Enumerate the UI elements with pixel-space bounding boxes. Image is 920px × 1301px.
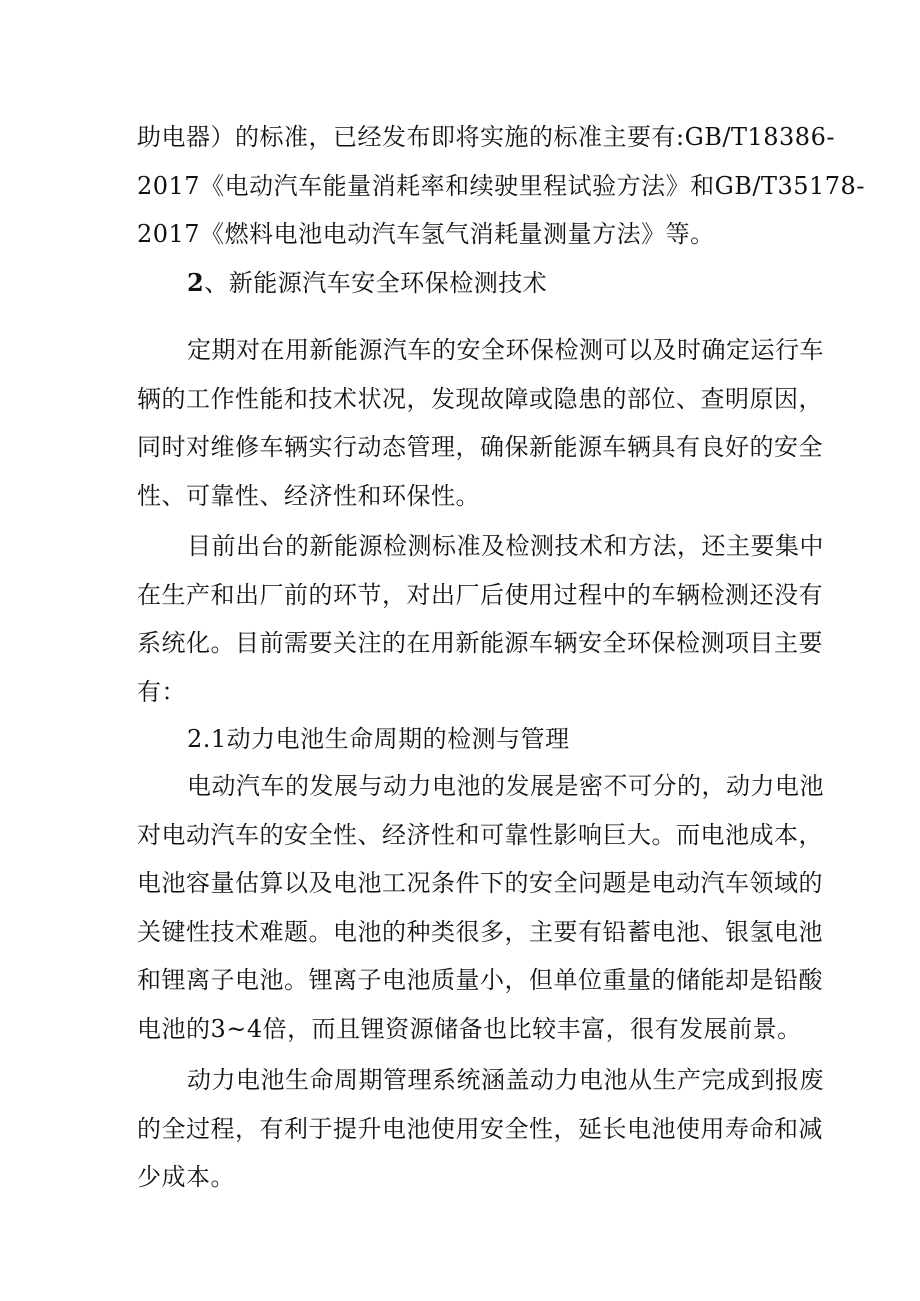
paragraph-inspection-purpose — [137, 326, 824, 520]
text-line: 关键性技术难题。电池的种类很多，主要有铅蓄电池、银氢电池 — [137, 917, 823, 946]
text-line: 辆的工作性能和技术状况，发现故障或隐患的部位、查明原因， — [137, 384, 823, 413]
text-line: 系统化。目前需要关注的在用新能源车辆安全环保检测项目主要 — [137, 629, 823, 657]
text-line: 在生产和出厂前的环节，对出厂后使用过程中的车辆检测还没有 — [137, 580, 823, 609]
text-line: 目前出台的新能源检测标准及检测技术和方法，还主要集中 — [187, 532, 824, 560]
section-title: 、新能源汽车安全环保检测技术 — [204, 269, 548, 297]
text-line: 有： — [137, 677, 186, 706]
text-line: 同时对维修车辆实行动态管理，确保新能源车辆具有良好的安全 — [137, 433, 823, 461]
text-line: 电池的3~4倍，而且锂资源储备也比较丰富，很有发展前景。 — [137, 1014, 802, 1043]
section-heading-2 — [137, 259, 787, 308]
text-line: 2017《燃料电池电动汽车氢气消耗量测量方法》等。 — [137, 220, 715, 248]
text-line: 少成本。 — [137, 1163, 235, 1191]
section-heading-2-1 — [137, 715, 787, 764]
text-line: 性、可靠性、经济性和环保性。 — [137, 481, 480, 510]
text-line: 和锂离子电池。锂离子电池质量小，但单位重量的储能却是铅酸 — [137, 966, 823, 994]
text-line: 动力电池生命周期管理系统涵盖动力电池从生产完成到报废 — [187, 1066, 824, 1094]
text-line: 2017《电动汽车能量消耗率和续驶里程试验方法》和GB/T35178- — [137, 171, 865, 200]
text-line: 助电器）的标准，已经发布即将实施的标准主要有:GB/T18386- — [137, 123, 835, 151]
paragraph-standards — [137, 113, 865, 259]
text-line: 电池容量估算以及电池工况条件下的安全问题是电动汽车领域的 — [137, 869, 823, 897]
section-number: 2 — [187, 268, 205, 297]
text-line: 的全过程，有利于提升电池使用安全性，延长电池使用寿命和减 — [137, 1114, 823, 1143]
paragraph-battery-development — [137, 762, 824, 1053]
text-line: 对电动汽车的安全性、经济性和可靠性影响巨大。而电池成本， — [137, 820, 823, 849]
section-title: 2.1动力电池生命周期的检测与管理 — [187, 725, 570, 753]
paragraph-lifecycle-management — [137, 1056, 824, 1202]
text-line: 电动汽车的发展与动力电池的发展是密不可分的，动力电池 — [187, 772, 824, 800]
paragraph-current-standards — [137, 522, 824, 716]
text-line: 定期对在用新能源汽车的安全环保检测可以及时确定运行车 — [187, 336, 824, 364]
